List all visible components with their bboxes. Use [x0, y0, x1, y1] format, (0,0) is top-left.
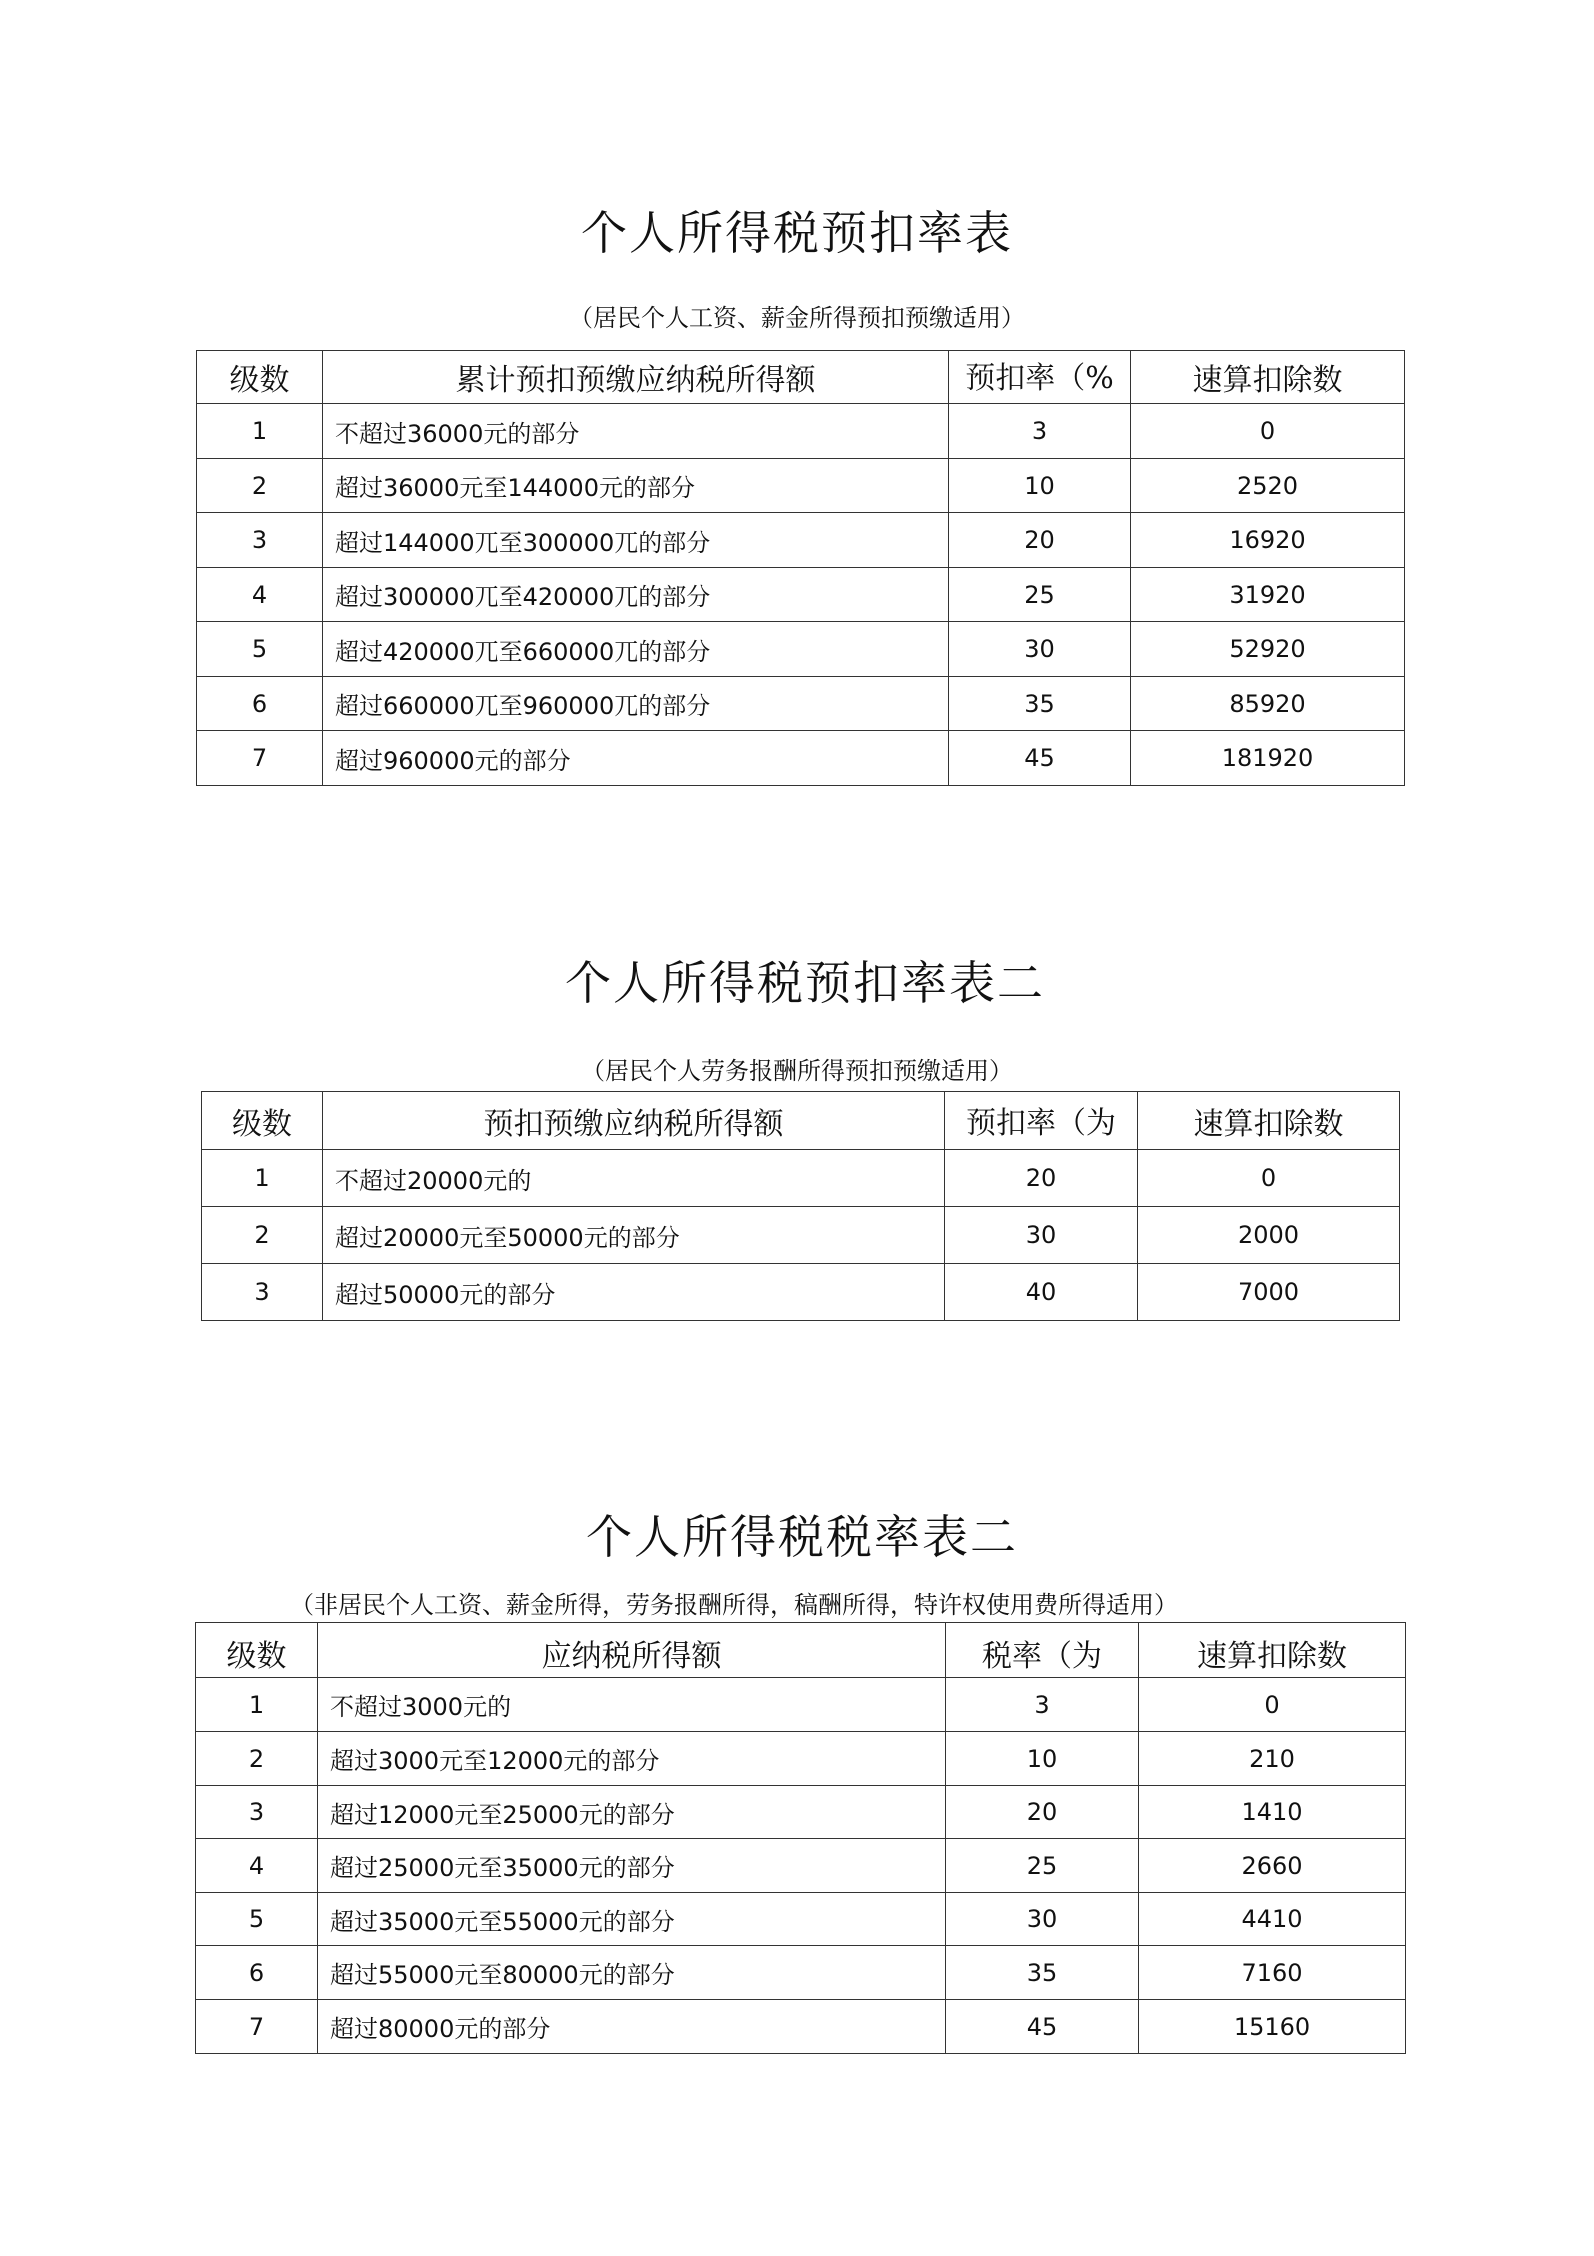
- table-row: [196, 1839, 1406, 1893]
- deduction-cell: 16920: [1131, 513, 1405, 568]
- table1-title: 个人所得税预扣率表: [581, 206, 1013, 260]
- deduction-cell: 31920: [1131, 568, 1405, 622]
- rate-cell: 35: [949, 677, 1131, 731]
- rate-cell: 10: [946, 1732, 1139, 1786]
- table-row: [197, 459, 1405, 513]
- table3-header-income: 应纳税所得额: [318, 1623, 946, 1678]
- table1-header-level: 级数: [197, 351, 323, 404]
- table2-rate-table: [201, 1091, 1400, 1321]
- table-row: [202, 1264, 1400, 1321]
- deduction-cell: 15160: [1139, 2000, 1406, 2054]
- level-cell: 7: [197, 731, 323, 786]
- table3-title: 个人所得税税率表二: [586, 1510, 1018, 1564]
- deduction-cell: 2520: [1131, 459, 1405, 513]
- income-range-cell: 不超过3000元的: [318, 1678, 946, 1732]
- deduction-cell: 210: [1139, 1732, 1406, 1786]
- table2-header-row: [202, 1092, 1400, 1150]
- deduction-cell: 85920: [1131, 677, 1405, 731]
- table-row: [197, 622, 1405, 677]
- table2-title: 个人所得税预扣率表二: [565, 956, 1045, 1010]
- table3-header-row: [196, 1623, 1406, 1678]
- table1-subtitle: （居民个人工资、薪金所得预扣预缴适用）: [569, 304, 1025, 332]
- level-cell: 3: [196, 1786, 318, 1839]
- deduction-cell: 2000: [1138, 1207, 1400, 1264]
- table3-header-deduction: 速算扣除数: [1139, 1623, 1406, 1678]
- table-row: [197, 731, 1405, 786]
- deduction-cell: 0: [1138, 1150, 1400, 1207]
- table-row: [196, 1732, 1406, 1786]
- table-row: [197, 568, 1405, 622]
- table3-header-rate: 税率（为: [946, 1623, 1139, 1678]
- deduction-cell: 0: [1131, 404, 1405, 459]
- rate-cell: 10: [949, 459, 1131, 513]
- rate-cell: 25: [946, 1839, 1139, 1893]
- table1-rate-table: [196, 350, 1405, 786]
- level-cell: 5: [197, 622, 323, 677]
- table1-header-deduction: 速算扣除数: [1131, 351, 1405, 404]
- income-range-cell: 不超过36000元的部分: [323, 404, 949, 459]
- table3-subtitle: （非居民个人工资、薪金所得，劳务报酬所得，稿酬所得，特许权使用费所得适用）: [290, 1591, 1178, 1619]
- rate-cell: 30: [945, 1207, 1138, 1264]
- rate-cell: 30: [946, 1893, 1139, 1946]
- table2-header-rate: 预扣率（为: [945, 1092, 1138, 1150]
- table2-header-income: 预扣预缴应纳税所得额: [323, 1092, 945, 1150]
- level-cell: 2: [196, 1732, 318, 1786]
- income-range-cell: 超过3000元至12000元的部分: [318, 1732, 946, 1786]
- rate-cell: 3: [946, 1678, 1139, 1732]
- level-cell: 4: [196, 1839, 318, 1893]
- level-cell: 1: [202, 1150, 323, 1207]
- income-range-cell: 超过12000元至25000元的部分: [318, 1786, 946, 1839]
- level-cell: 5: [196, 1893, 318, 1946]
- income-range-cell: 超过50000元的部分: [323, 1264, 945, 1321]
- table-row: [196, 1678, 1406, 1732]
- income-range-cell: 超过144000兀至300000兀的部分: [323, 513, 949, 568]
- deduction-cell: 52920: [1131, 622, 1405, 677]
- rate-cell: 20: [945, 1150, 1138, 1207]
- table-row: [196, 1946, 1406, 2000]
- deduction-cell: 7160: [1139, 1946, 1406, 2000]
- level-cell: 3: [197, 513, 323, 568]
- deduction-cell: 7000: [1138, 1264, 1400, 1321]
- level-cell: 1: [196, 1678, 318, 1732]
- table-row: [202, 1150, 1400, 1207]
- level-cell: 7: [196, 2000, 318, 2054]
- income-range-cell: 超过35000元至55000元的部分: [318, 1893, 946, 1946]
- rate-cell: 25: [949, 568, 1131, 622]
- income-range-cell: 超过25000元至35000元的部分: [318, 1839, 946, 1893]
- income-range-cell: 超过20000元至50000元的部分: [323, 1207, 945, 1264]
- income-range-cell: 超过36000元至144000元的部分: [323, 459, 949, 513]
- level-cell: 3: [202, 1264, 323, 1321]
- deduction-cell: 1410: [1139, 1786, 1406, 1839]
- deduction-cell: 2660: [1139, 1839, 1406, 1893]
- deduction-cell: 181920: [1131, 731, 1405, 786]
- level-cell: 6: [196, 1946, 318, 2000]
- rate-cell: 35: [946, 1946, 1139, 2000]
- table3-header-level: 级数: [196, 1623, 318, 1678]
- table2-header-level: 级数: [202, 1092, 323, 1150]
- table1-header-row: [197, 351, 1405, 404]
- level-cell: 1: [197, 404, 323, 459]
- rate-cell: 3: [949, 404, 1131, 459]
- income-range-cell: 不超过20000元的: [323, 1150, 945, 1207]
- table3-rate-table: [195, 1622, 1406, 2054]
- level-cell: 4: [197, 568, 323, 622]
- income-range-cell: 超过660000兀至960000兀的部分: [323, 677, 949, 731]
- rate-cell: 20: [949, 513, 1131, 568]
- table2-subtitle: （居民个人劳务报酬所得预扣预缴适用）: [581, 1057, 1013, 1085]
- level-cell: 2: [197, 459, 323, 513]
- table-row: [202, 1207, 1400, 1264]
- rate-cell: 45: [949, 731, 1131, 786]
- rate-cell: 40: [945, 1264, 1138, 1321]
- rate-cell: 45: [946, 2000, 1139, 2054]
- deduction-cell: 0: [1139, 1678, 1406, 1732]
- level-cell: 6: [197, 677, 323, 731]
- table-row: [197, 677, 1405, 731]
- income-range-cell: 超过300000兀至420000兀的部分: [323, 568, 949, 622]
- table-row: [197, 513, 1405, 568]
- table1-header-income: 累计预扣预缴应纳税所得额: [323, 351, 949, 404]
- income-range-cell: 超过55000元至80000元的部分: [318, 1946, 946, 2000]
- table-row: [197, 404, 1405, 459]
- rate-cell: 20: [946, 1786, 1139, 1839]
- income-range-cell: 超过960000元的部分: [323, 731, 949, 786]
- table2-header-deduction: 速算扣除数: [1138, 1092, 1400, 1150]
- table1-header-rate: 预扣率（%: [949, 351, 1131, 404]
- income-range-cell: 超过80000元的部分: [318, 2000, 946, 2054]
- table-row: [196, 1893, 1406, 1946]
- level-cell: 2: [202, 1207, 323, 1264]
- table-row: [196, 1786, 1406, 1839]
- deduction-cell: 4410: [1139, 1893, 1406, 1946]
- table-row: [196, 2000, 1406, 2054]
- rate-cell: 30: [949, 622, 1131, 677]
- income-range-cell: 超过420000兀至660000兀的部分: [323, 622, 949, 677]
